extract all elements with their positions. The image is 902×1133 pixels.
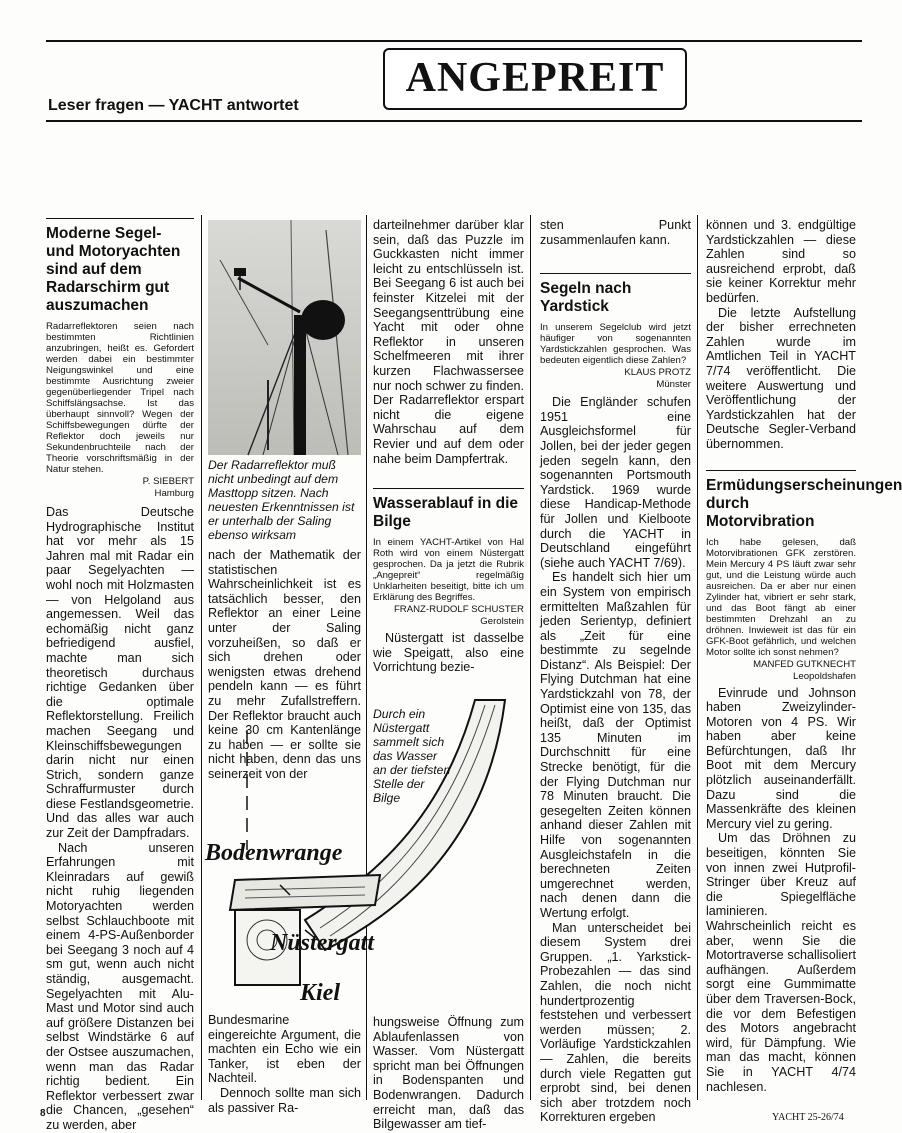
signature-name: FRANZ-RUDOLF SCHUSTER — [393, 604, 524, 615]
headline-rule — [373, 488, 524, 489]
body-paragraph: Nüstergatt ist dasselbe wie Speigatt, also eine Vorrichtung bezie- — [373, 631, 524, 675]
signature-place: Hamburg — [154, 488, 194, 499]
top-rule — [46, 40, 862, 42]
body-paragraph: Bundesmarine eingereichte Argument, die machten ein Echo wie ein Tanker, ist eben der Nachteil. — [208, 1013, 361, 1086]
headline-rule — [706, 470, 856, 471]
question-vibration: Ich habe gelesen, daß Motorvibrationen GFK zerstören. Mein Mercury 4 PS läuft zwar sehr gut, und die Leistung würde auch ausreichen. Da er aber nur einen Zylinder hat, vibriert er sehr stark, und das Boot fängt ab einer bestimmten Drehzahl an zu dröhnen. Inwieweit ist das für ein GFK-Boot gefährlich, und welchen Motor sollte ich sonst nehmen? — [706, 536, 856, 658]
body-paragraph: darteilnehmer darüber klar sein, daß das Puzzle im Guckkasten nicht immer leicht zu entschlüsseln ist. Bei Seegang 6 ist auch bei feinster Kitzelei mit der Seegangsenttrübung eine Yacht mit oder ohne Reflektor in unseren Schelfmeeren mit ihrer kurzen Flachwassersee nur noch schwer zu finden. Der Radarreflektor erspart nicht die eigene Wahrschau auf dem Revier und auf dem oder nahe beim Dampfertrak. — [373, 218, 524, 466]
body-paragraph: Es handelt sich hier um ein System von empirisch ermittelten Maßzahlen für jeden Serientyp, definiert als „Zeit für eine bestimmte zu segelnde Distanz“. Als Beispiel: Der Flying Dutchman hat eine Yardstickzahl von 78, der Optimist eine von 135, das heißt, daß der Optimist 135 Minuten im Durchschnitt für eine Strecke benötigt, für die der Flying Dutchman nur 78 Minuten braucht. Die gesegelten Zeiten können anhand dieser Zahlen mit Hilfe von sogenannten Ausgleichstafeln in die berechneten Zeiten umgerechnet werden, nach denen dann die Wertung erfolgt. — [540, 570, 691, 920]
headline-rule — [540, 273, 691, 274]
column-divider-1 — [201, 215, 202, 1100]
signature-place: Münster — [656, 379, 691, 391]
page-number: 8 — [40, 1108, 46, 1119]
mast-photo — [208, 220, 361, 455]
body-paragraph: Die Engländer schufen 1951 eine Ausgleichsformel für Jollen, bei der jeder gegen jeden segeln kann, den sogenannten Portsmouth Yardstick. 1969 wurde diese Handicap-Methode für Jollen und Kielboote durch die YACHT in Deutschland eingeführt (siehe auch YACHT 7/69). — [540, 395, 691, 570]
column-4 — [540, 218, 691, 1125]
label-nuestergatt: Nüstergatt — [270, 930, 375, 956]
headline-yardstick: Segeln nach Yardstick — [540, 280, 632, 316]
body-paragraph: nach der Mathematik der statistischen Wahrscheinlichkeit ist es tatsächlich besser, den Reflektor an einer Leine unter der Saling vorzuheißen, so daß er sich drehen oder wenigsten etwas drehend pendeln kann — es führt zu mehr Zufallstreffern. Der Reflektor braucht auch keine 30 cm Kantenlänge zu haben — er sollte sie nicht haben, denn das uns seinerzeit von der — [208, 548, 361, 781]
body-paragraph: Evinrude und Johnson haben Zweizylinder-Motoren von 4 PS. Wir haben aber keine Befürchtungen, daß Ihr Boot mit dem Mercury plötzlich auseinanderfällt. Dazu sind die Massenkräfte des kleinen Mercury viel zu gering. — [706, 685, 856, 831]
headline-wasserablauf: Wasserablauf in die Bilge — [373, 495, 518, 530]
body-paragraph: Das Deutsche Hydrographische Institut hat vor mehr als 15 Jahren mal mit Radar ein paar Segelyachten — wohl noch mit Holzmasten — von Helgoland aus angemessen. Weil das echomäßig nicht ganz befriedigend ausfiel, machte man sich theoretisch durchaus richtige Gedanken über die optimale Reflektorstellung. Freilich machen Seegang und Kleinschiffsbewegungen darin nicht nur einen Strich, sondern ganze Schraffurmuster durch diese Festlandsgeometrie. Und das alles war auch zur Zeit der Dampfradars. — [46, 505, 194, 841]
body-paragraph: Nach unseren Erfahrungen mit Kleinradars auf gewiß nicht ruhig liegenden Motoryachten werden selbst Schlauchboote mit einem 4-PS-Außenborder bei Seegang 3 noch auf 4 sm gut, wenn auch nicht ständig, ausgemacht. Segelyachten mit Alu-Mast und Motor sind auch auf größere Distanzen bei selbst Windstärke 6 auf der Ostsee auszumachen, wenn man das Radar richtig bedient. Ein Reflektor verbessert zwar die Chancen, „gesehen“ zu werden, aber — [46, 840, 194, 1132]
signature-name: P. SIEBERT — [142, 476, 194, 487]
body-paragraph: hungsweise Öffnung zum Ablaufenlassen von Wasser. Vom Nüstergatt spricht man bei Öffnungen in Bodenspanten und Bodenwrangen. Dadurch erreicht man, daß das Bilgewasser am tief- — [373, 1015, 524, 1132]
column-3-bottom — [373, 1015, 524, 1132]
question-yardstick: In unserem Segelclub wird jetzt häufiger von sogenannten Yardstickzahlen gesprochen. Was bedeuten eigentlich diese Zahlen? — [540, 322, 691, 367]
label-kiel: Kiel — [300, 980, 340, 1006]
column-divider-4 — [697, 215, 698, 1100]
photo-caption: Der Radarreflektor muß nicht unbedingt auf dem Masttopp sitzen. Nach neuesten Erkenntnissen ist er unterhalb der Saling ebenso wirksam — [208, 458, 355, 542]
body-paragraph: sten Punkt zusammenlaufen kann. — [540, 218, 691, 247]
signature-place: Leopoldshafen — [793, 670, 856, 682]
body-paragraph: Dennoch sollte man sich als passiver Ra- — [208, 1085, 361, 1115]
question-wasserablauf: In einem YACHT-Artikel von Hal Roth wird von einem Nüstergatt gesprochen. Da ja jetzt die Rubrik „Angepreit“ regelmäßig Unklarheiten beseitigt, bitte ich um Erklärung des Begriffes. — [373, 537, 524, 603]
header-rule — [46, 120, 862, 122]
issue-label: YACHT 25-26/74 — [772, 1112, 844, 1123]
body-paragraph: Um das Dröhnen zu beseitigen, könnten Sie von innen zwei Hutprofil-Stringer über Kreuz auf die Spiegelfläche laminieren. Wahrscheinlich reicht es aber, wenn Sie die Motortraverse schallisoliert aufhängen. Außerdem sorgt eine Gummimatte über dem Traversen-Bock, die vor dem Befestigen des Motors angebracht wird, für Dämpfung. Wie man das macht, können Sie in YACHT 4/74 nachlesen. — [706, 831, 856, 1094]
signature-name: KLAUS PROTZ — [624, 367, 691, 379]
section-title: Leser fragen — YACHT antwortet — [48, 97, 299, 114]
column-divider-3 — [530, 215, 531, 1100]
body-paragraph: Die letzte Aufstellung der bisher errechneten Zahlen wurde im Amtlichen Teil in YACHT 7/74 veröffentlicht. Die weitere Auswertung und Veröffentlichung der Yardstickzahlen hat der Deutsche Segler-Verband übernommen. — [706, 305, 856, 451]
label-bodenwrange: Bodenwrange — [205, 840, 343, 866]
column-2-bottom — [208, 1013, 361, 1115]
signature-name: MANFED GUTKNECHT — [753, 658, 856, 670]
column-3-top — [373, 218, 524, 486]
angepreit-logo — [383, 48, 687, 110]
headline-vibration: Ermüdungserscheinungen durch Motorvibration — [706, 476, 902, 530]
headline-rule — [46, 218, 194, 219]
logo-text: ANGEPREIT — [405, 55, 665, 101]
body-paragraph: können und 3. endgültige Yardstickzahlen — diese Zahlen sind so ausreichend erprobt, daß sie keiner Korrektur mehr bedürfen. — [706, 218, 856, 305]
headline-radar: Moderne Segel- und Motoryachten sind auf dem Radarschirm gut auszumachen — [46, 225, 181, 314]
column-1 — [46, 218, 194, 1132]
illustration-caption-text: Durch ein Nüstergatt sammelt sich das Wasser an der tiefsten Stelle der Bilge — [373, 707, 451, 805]
signature-place: Gerolstein — [480, 616, 524, 627]
illustration-caption — [373, 707, 453, 837]
article-wasserablauf — [373, 488, 524, 708]
column-5 — [706, 218, 902, 1108]
question-radar: Radarreflektoren seien nach bestimmten Richtlinien anzubringen, heißt es. Gefordert werden dabei ein bestimmter Neigungswinkel und eine bestimmte Ausrichtung zweier gegenüberliegender Tripel nach Schiffslängsachse. Ist das überhaupt sinnvoll? Wegen der Schiffsbewegungen dürfte der Reflektor doch jeweils nur Sekundenbruchteile nach der Theorie vorschriftsmäßig in der Natur stehen. — [46, 321, 194, 475]
body-paragraph: Man unterscheidet bei diesem System drei Gruppen. „1. Yarkstick-Probezahlen — das sind Zahlen, die noch nicht hundertprozentig feststehen und verbessert werden müssen; 2. Vorläufige Yardstickzahlen — Zahlen, die bereits durch viele Regatten gut erprobt sind, bei denen sich aber trotzdem noch Korrekturen ergeben — [540, 920, 691, 1125]
